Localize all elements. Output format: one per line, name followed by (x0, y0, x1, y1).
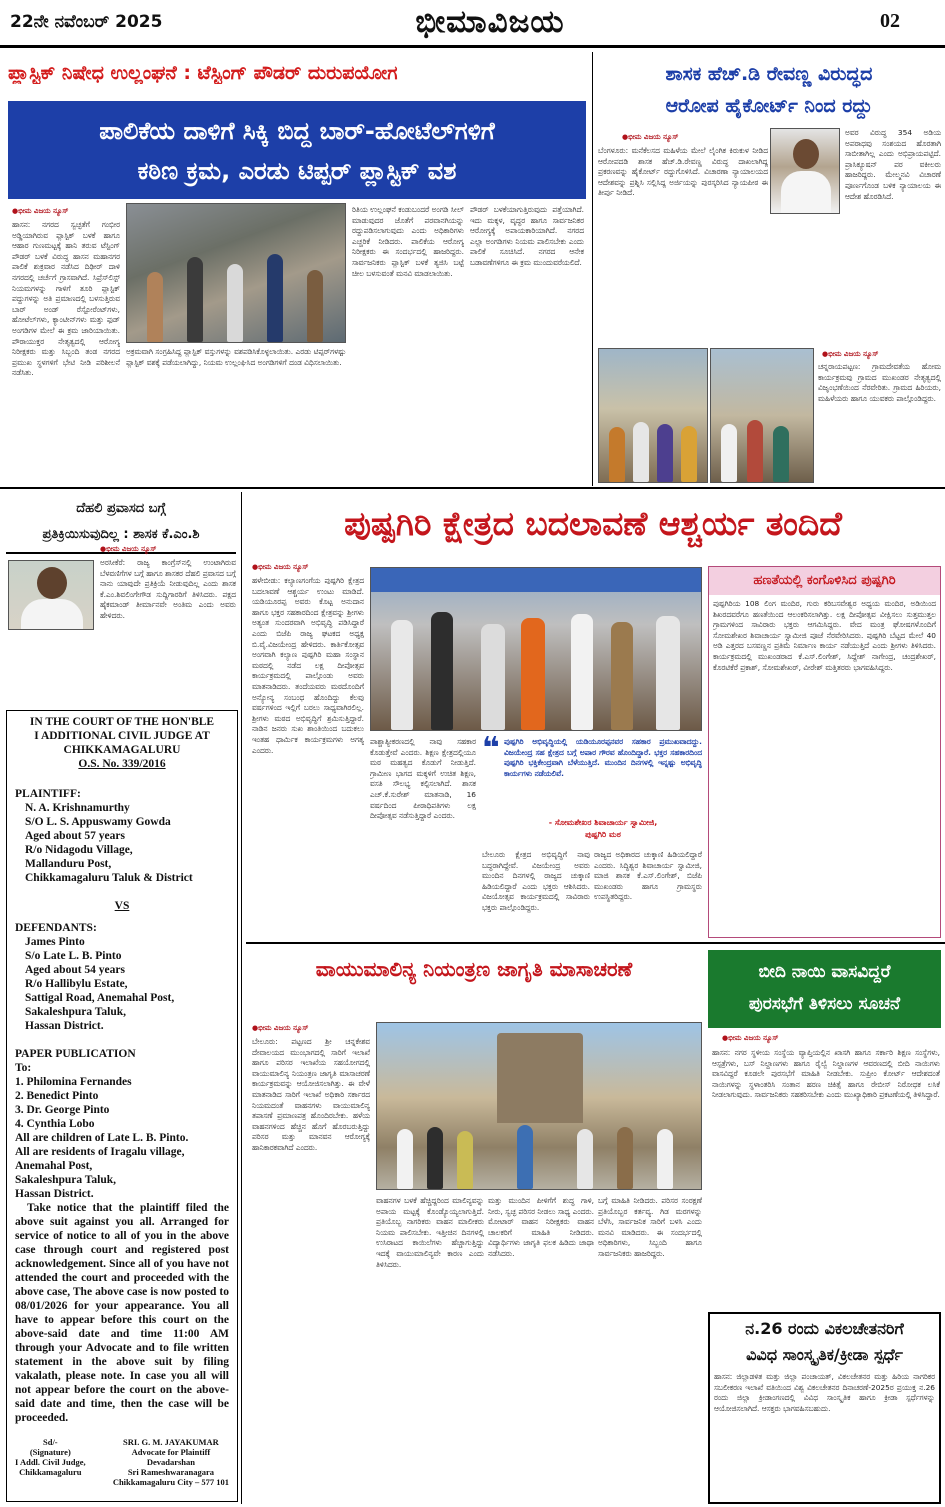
revanna-headline-line2: ಆರೋಪ ಹೈಕೋರ್ಟ್ ನಿಂದ ರದ್ದು (665, 95, 873, 117)
vayu-col3: ಮತ್ತು ಮುಂದಿನ ಪೀಳಿಗೆಗೆ ಶುದ್ಧ ಗಾಳಿ, ನೀರು, ಸ್ವಚ್ಛ ಪರಿಸರ ನೀಡಲು ಸಾಧ್ಯ ಎಂದರು. ಮೋಟಾರ್ ವಾಹನ ನಿರೀಕ್ಷಕರು ವಾಹನ ಚಾಲಕರಿಗೆ ಮಾಹಿತಿ ನೀಡಿದರು. ವಿದ್ಯಾರ್ಥಿಗಳು ಜಾಗೃತಿ ಫಲಕ ಹಿಡಿದು ಜಾಥಾ ನಡೆಸಿದರು. (488, 1196, 594, 1258)
case-number: O.S. No. 339/2016 (78, 758, 166, 770)
masthead-rule (0, 45, 945, 48)
village-right-photo (710, 348, 814, 483)
delhi-text: ಅರಸೀಕೆರೆ: ರಾಜ್ಯ ಕಾಂಗ್ರೆಸ್‌ನಲ್ಲಿ ಉಂಟಾಗಿರುವ ಬೆಳವಣಿಗೆಗಳ ಬಗ್ಗೆ ಹಾಗೂ ಶಾಸಕರ ದೆಹಲಿ ಪ್ರವಾಸದ ಬಗ್ಗೆ ನಾನು ಯಾವುದೇ ಪ್ರತಿಕ್ರಿಯೆ ನೀಡುವುದಿಲ್ಲ ಎಂದು ಶಾಸಕ ಕೆ.ಎಂ.ಶಿವಲಿಂಗೇಗೌಡ ಸುದ್ದಿಗಾರರಿಗೆ ತಿಳಿಸಿದರು. ಪಕ್ಷದ ಹೈಕಮಾಂಡ್ ತೀರ್ಮಾನವೇ ಅಂತಿಮ ಎಂದು ಅವರು ಹೇಳಿದರು. (100, 558, 236, 620)
defendants-block: James Pinto S/o Late L. B. Pinto Aged about 54 years R/o Hallibylu Estate, Sattigal Road, Anemahal Post, Sakaleshpura Taluk, Hassan District. (25, 936, 175, 1032)
vayu-headline: ವಾಯುಮಾಲಿನ್ಯ ನಿಯಂತ್ರಣ ಜಾಗೃತಿ ಮಾಸಾಚರಣೆ (315, 957, 633, 981)
plastic-kicker: ಪ್ಲಾಸ್ಟಿಕ್ ನಿಷೇಧ ಉಲ್ಲಂಘನೆ : ಟೆಸ್ಟಿಂಗ್ ಪೌಡರ್ ದುರುಪಯೋಗ (8, 62, 398, 84)
plaintiff-block: N. A. Krishnamurthy S/O L. S. Appuswamy Gowda Aged about 57 years R/o Nidagodu Village, Mallanduru Post, Chikkamagaluru Taluk & District (25, 802, 193, 884)
sports-headline-line1: ನ.26 ರಂದು ವಿಕಲಚೇತನರಿಗೆ (745, 1319, 904, 1338)
plastic-col1: ಹಾಸನ: ನಗರದ ಸ್ವಚ್ಛತೆಗೆ ಗಂಭೀರ ಅಡ್ಡಿಯಾಗಿರುವ ಪ್ಲಾಸ್ಟಿಕ್ ಬಳಕೆ ಹಾಗೂ ಆಹಾರ ಗುಣಮಟ್ಟಕ್ಕೆ ಹಾನಿ ತರುವ ಟೆಸ್ಟಿಂಗ್ ಪೌಡರ್ ಬಳಕೆ ವಿರುದ್ಧ ಹಾಸನ ಮಹಾನಗರ ಪಾಲಿಕೆ ಶುಕ್ರವಾರ ನಡೆಸಿದ ದಿಢೀರ್ ದಾಳಿ ನಗರದಲ್ಲಿ ಚರ್ಚೆಗೆ ಗ್ರಾಸವಾಗಿದೆ. ಸಿಪ್ರೆಸ್‌ಲಿಸ್ಟ್ ನಿಯಮಗಳನ್ನು ಗಾಳಿಗೆ ತೂರಿ ಪ್ಲಾಸ್ಟಿಕ್ ಪದ್ದುಗಳನ್ನು ಅತಿ ಪ್ರಮಾಣದಲ್ಲಿ ಬಳಸುತ್ತಿರುವ ಬಾರ್ ಅಂಡ್ ರೆಸ್ಟೋರೆಂಟ್‌ಗಳು, ಹೋಟೆಲ್‌ಗಳು, ಕ್ಯಾಂಟೀನ್‌ಗಳು ಮತ್ತು ಫುಡ್ ಅಂಗಡಿಗಳ ಮೇಲೆ ಈ ಕ್ರಮ ಜಾರಿಯಾಯಿತು. ಪೌರಾಯುಕ್ತರ ನೇತೃತ್ವದಲ್ಲಿ ಆರೋಗ್ಯ ನಿರೀಕ್ಷಕರು ಮತ್ತು ಸಿಬ್ಬಂದಿ ತಂಡ ನಗರದ ಪ್ರಮುಖ ಸ್ಥಳಗಳಿಗೆ ಭೇಟಿ ನೀಡಿ ಪರಿಶೀಲನೆ ನಡೆಸಿತು. (12, 220, 120, 378)
dog-headline-line2: ಪುರಸಭೆಗೆ ತಿಳಿಸಲು ಸೂಚನೆ (748, 994, 901, 1014)
dog-text: ಹಾಸನ: ನಗರ ಸ್ಥಳೀಯ ಸಂಸ್ಥೆಯ ವ್ಯಾಪ್ತಿಯಲ್ಲಿನ ಖಾಸಗಿ ಹಾಗೂ ಸರ್ಕಾರಿ ಶಿಕ್ಷಣ ಸಂಸ್ಥೆಗಳು, ಆಸ್ಪತ್ರೆಗಳು, ಬಸ್ ನಿಲ್ದಾಣಗಳು ಹಾಗೂ ರೈಲ್ವೆ ನಿಲ್ದಾಣಗಳ ಆವರಣದಲ್ಲಿ ಬೀದಿ ನಾಯಿಗಳು ವಾಸವಿದ್ದರೆ ಕೂಡಲೇ ಪುರಸಭೆಗೆ ಮಾಹಿತಿ ನೀಡಬೇಕು. ಸುಪ್ರೀಂ ಕೋರ್ಟ್ ಆದೇಶದಂತೆ ನಾಯಿಗಳನ್ನು ಸ್ಥಳಾಂತರಿಸಿ ಸಂತಾನ ಹರಣ ಚಿಕಿತ್ಸೆ ಹಾಗೂ ರೇಬೀಸ್ ನಿರೋಧಕ ಲಸಿಕೆ ನೀಡಲಾಗುವುದು. ಸಾರ್ವಜನಿಕರು ಸಹಕರಿಸಬೇಕು ಎಂದು ಮುಖ್ಯಾಧಿಕಾರಿ ಪ್ರಕಟಣೆಯಲ್ಲಿ ತಿಳಿಸಿದ್ದಾರೆ. (712, 1048, 940, 1100)
issue-date: 22ನೇ ನವೆಂಬರ್ 2025 (10, 12, 163, 32)
plaintiff-heading: PLAINTIFF: (15, 788, 81, 800)
plastic-headline-line2: ಕಠಿಣ ಕ್ರಮ, ಎರಡು ಟಿಪ್ಪರ್ ಪ್ಲಾಸ್ಟಿಕ್ ವಶ (137, 157, 457, 185)
vayu-byline: ● ಭೀಮ ವಿಜಯ ನ್ಯೂಸ್ (252, 1024, 308, 1033)
dog-byline: ● ಭೀಮ ವಿಜಯ ನ್ಯೂಸ್ (722, 1034, 778, 1043)
lower-rule (246, 942, 945, 944)
delhi-byline: ● ಭೀಮ ವಿಜಯ ನ್ಯೂಸ್ (100, 545, 156, 554)
plastic-col2: ಅಕ್ರಮವಾಗಿ ಸಂಗ್ರಹಿಸಿದ್ದ ಪ್ಲಾಸ್ಟಿಕ್ ವಸ್ತುಗಳನ್ನು ವಶಪಡಿಸಿಕೊಳ್ಳಲಾಯಿತು. ಎರಡು ಟಿಪ್ಪರ್‌ಗಳಷ್ಟು ಪ್ಲಾಸ್ಟಿಕ್ ವಶಕ್ಕೆ ಪಡೆಯಲಾಗಿದ್ದು, ನಿಯಮ ಉಲ್ಲಂಘಿಸಿದ ಅಂಗಡಿಗಳಿಗೆ ದಂಡ ವಿಧಿಸಲಾಯಿತು. (126, 347, 346, 367)
revanna-headline-line1: ಶಾಸಕ ಹೆಚ್.ಡಿ ರೇವಣ್ಣ ವಿರುದ್ಧದ (665, 63, 873, 85)
revanna-headline (598, 58, 940, 122)
defendants-heading: DEFENDANTS: (15, 922, 97, 934)
dog-headline-box (708, 950, 941, 1028)
judge-signature: Sd/- (Signature) I Addl. Civil Judge, Chikkamagaluru (15, 1437, 86, 1477)
plastic-headline-box (8, 101, 586, 199)
plastic-byline: ● ಭೀಮ ವಿಜಯ ನ್ಯೂಸ್ (12, 207, 68, 216)
court-notice-box (6, 710, 238, 1502)
sports-headline (710, 1316, 939, 1368)
dog-headline-line1: ಬೀದಿ ನಾಯಿ ವಾಸವಿದ್ದರೆ (758, 962, 891, 982)
sports-headline-line2: ವಿವಿಧ ಸಾಂಸ್ಕೃತಿಕ/ಕ್ರೀಡಾ ಸ್ಪರ್ಧೆ (746, 1345, 903, 1364)
pushpagiri-event-photo (370, 567, 702, 731)
revanna-portrait (770, 128, 840, 214)
recipients-block: 1. Philomina Fernandes 2. Benedict Pinto 3. Dr. George Pinto 4. Cynthia Lobo All are children of Late L. B. Pinto. All are residents of Iragalu village, Anemahal Post, Sakaleshpura Taluk, Hassan District. (15, 1076, 189, 1200)
revanna-byline: ● ಭೀಮ ವಿಜಯ ನ್ಯೂಸ್ (622, 133, 678, 142)
court-title: IN THE COURT OF THE HON'BLE I ADDITIONAL CIVIL JUDGE AT CHIKKAMAGALURU O.S. No. 339/2016 (15, 715, 229, 771)
village-byline: ● ಭೀಮ ವಿಜಯ ನ್ಯೂಸ್ (822, 350, 878, 359)
revanna-col2: ಅವರ ವಿರುದ್ಧ 354 ಅಡಿಯ ಅಪರಾಧವು ಸಂಶಯದ ಹೊರತಾಗಿ ಸಾಬೀತಾಗಿಲ್ಲ ಎಂದು ಅಭಿಪ್ರಾಯಪಟ್ಟಿದೆ. ಪ್ರಾಸಿಕ್ಯೂಷನ್ ಪರ ವಕೀಲರು ಹಾಜರಿದ್ದರು. ಮೇಲ್ಮನವಿ ವಿಚಾರಣೆ ಪೂರ್ಣಗೊಂಡ ಬಳಿಕ ನ್ಯಾಯಾಲಯ ಈ ಆದೇಶ ಹೊರಡಿಸಿದೆ. (845, 128, 941, 201)
sports-text: ಹಾಸನ: ಜಿಲ್ಲಾಡಳಿತ ಮತ್ತು ಜಿಲ್ಲಾ ಪಂಚಾಯತ್, ವಿಕಲಚೇತನರ ಮತ್ತು ಹಿರಿಯ ನಾಗರಿಕರ ಸಬಲೀಕರಣ ಇಲಾಖೆ ವತಿಯಿಂದ ವಿಶ್ವ ವಿಕಲಚೇತನರ ದಿನಾಚರಣೆ-2025ರ ಪ್ರಯುಕ್ತ ನ.26 ರಂದು ಜಿಲ್ಲಾ ಕ್ರೀಡಾಂಗಣದಲ್ಲಿ ವಿವಿಧ ಸಾಂಸ್ಕೃತಿಕ ಹಾಗೂ ಕ್ರೀಡಾ ಸ್ಪರ್ಧೆಗಳನ್ನು ಆಯೋಜಿಸಲಾಗಿದೆ. ಆಸಕ್ತರು ಭಾಗವಹಿಸಬಹುದು. (714, 1372, 935, 1413)
delhi-headline-line2: ಪ್ರತಿಕ್ರಿಯಿಸುವುದಿಲ್ಲ : ಶಾಸಕ ಕೆ.ಎಂ.ಶಿ (42, 527, 200, 542)
pushpagiri-col3: ಬೇಲೂರು ಕ್ಷೇತ್ರದ ಅಭಿವೃದ್ಧಿಗೆ ನಾವು ಬದ್ಧರಾಗಿದ್ದೇವೆ. ವಿಜಯೇಂದ್ರ ಅವರು ಮುಂದಿನ ದಿನಗಳಲ್ಲಿ ರಾಜ್ಯದ ಚುಕ್ಕಾಣಿ ಹಿಡಿಯಲಿದ್ದಾರೆ ಎಂದು ಭಕ್ತರು ಆಶಿಸಿದರು. ವಿಜಯೋತ್ಸವ ಕಾರ್ಯಕ್ರಮದಲ್ಲಿ ಸಾವಿರಾರು ಭಕ್ತರು ಪಾಲ್ಗೊಂಡಿದ್ದರು. (482, 850, 590, 912)
village-text: ಚನ್ನರಾಯಪಟ್ಟಣ: ಗ್ರಾಮದೇವತೆಯ ಹೋಮ ಕಾರ್ಯಕ್ರಮವು ಗ್ರಾಮದ ಮುಖಂಡರ ನೇತೃತ್ವದಲ್ಲಿ ವಿಜೃಂಭಣೆಯಿಂದ ನೆರವೇರಿತು. ಗ್ರಾಮದ ಹಿರಿಯರು, ಮಹಿಳೆಯರು ಹಾಗೂ ಯುವಕರು ಪಾಲ್ಗೊಂಡಿದ್ದರು. (818, 362, 941, 403)
vayu-col1: ಬೇಲೂರು: ಪಟ್ಟಣದ ಶ್ರೀ ಚನ್ನಕೇಶವ ದೇವಾಲಯದ ಮುಂಭಾಗದಲ್ಲಿ ಸಾರಿಗೆ ಇಲಾಖೆ ಹಾಗೂ ಪರಿಸರ ಇಲಾಖೆಯ ಸಹಯೋಗದಲ್ಲಿ ವಾಯುಮಾಲಿನ್ಯ ನಿಯಂತ್ರಣ ಜಾಗೃತಿ ಮಾಸಾಚರಣೆ ಕಾರ್ಯಕ್ರಮವನ್ನು ಆಯೋಜಿಸಲಾಗಿತ್ತು. ಈ ವೇಳೆ ಮಾತನಾಡಿದ ಸಾರಿಗೆ ಇಲಾಖೆ ಅಧಿಕಾರಿ ಸರ್ಕಾರದ ನಿಯಮದಂತೆ ವಾಹನಗಳು ವಾಯುಮಾಲಿನ್ಯ ತಪಾಸಣೆ ಪ್ರಮಾಣಪತ್ರ ಹೊಂದಿರಬೇಕು. ಹಳೆಯ ವಾಹನಗಳಿಂದ ಹೆಚ್ಚಿನ ಹೊಗೆ ಹೊರಬರುತ್ತಿದ್ದು ಪರಿಸರ ಮತ್ತು ಮಾನವನ ಆರೋಗ್ಯಕ್ಕೆ ಹಾನಿಕಾರಕವಾಗಿದೆ ಎಂದರು. (252, 1037, 370, 1152)
delhi-headline-line1: ದೆಹಲಿ ಪ್ರವಾಸದ ಬಗ್ಗೆ (76, 501, 166, 516)
top-column-rule (592, 52, 593, 486)
vs-label: VS (114, 900, 130, 912)
vayu-col4: ಬಗ್ಗೆ ಮಾಹಿತಿ ನೀಡಿದರು. ಪರಿಸರ ಸಂರಕ್ಷಣೆ ಪ್ರತಿಯೊಬ್ಬರ ಕರ್ತವ್ಯ. ಗಿಡ ಮರಗಳನ್ನು ಬೆಳೆಸಿ, ಸಾರ್ವಜನಿಕ ಸಾರಿಗೆ ಬಳಸಿ ಎಂದು ಮನವಿ ಮಾಡಿದರು. ಈ ಸಂದರ್ಭದಲ್ಲಿ ಅಧಿಕಾರಿಗಳು, ಸಿಬ್ಬಂದಿ ಹಾಗೂ ಸಾರ್ವಜನಿಕರು ಹಾಜರಿದ್ದರು. (598, 1196, 702, 1258)
pushpagiri-col4: ರಾಜ್ಯದ ಅಧಿಕಾರದ ಚುಕ್ಕಾಣಿ ಹಿಡಿಯಲಿದ್ದಾರೆ ಎಂದರು. ಸಿದ್ಧಿಶ್ವರ ಶಿವಾಚಾರ್ಯ ಸ್ವಾಮೀಜಿ, ಮಾಜಿ ಶಾಸಕ ಕೆ.ಎಸ್.ಲಿಂಗೇಶ್, ಬಿಜೆಪಿ ಮುಖಂಡರು ಹಾಗೂ ಗ್ರಾಮಸ್ಥರು ಉಪಸ್ಥಿತರಿದ್ದರು. (594, 850, 702, 902)
page-number: 02 (880, 10, 900, 32)
plastic-col4: ಪೌಡರ್ ಬಳಕೆಯಾಗುತ್ತಿರುವುದು ಪತ್ತೆಯಾಗಿದೆ. ಇದು ಮಕ್ಕಳ, ವೃದ್ಧರ ಹಾಗೂ ಸಾರ್ವಜನಿಕರ ಆರೋಗ್ಯಕ್ಕೆ ಅಪಾಯಕಾರಿಯಾಗಿದೆ. ನಗರದ ಎಲ್ಲಾ ಅಂಗಡಿಗಳು ನಿಯಮ ಪಾಲಿಸಬೇಕು ಎಂದು ಪಾಲಿಕೆ ಸೂಚಿಸಿದೆ. ನಗರದ ಆನೇಕ ಬಡಾವಣೆಗಳಿಗೂ ಈ ಕ್ರಮ ಮುಂದುವರೆಯಲಿದೆ. (470, 205, 584, 267)
plastic-headline-line1: ಪಾಲಿಕೆಯ ದಾಳಿಗೆ ಸಿಕ್ಕಿ ಬಿದ್ದ ಬಾರ್-ಹೋಟೆಲ್‌ಗಳಿಗೆ (99, 117, 495, 145)
vayu-temple-photo (376, 1022, 702, 1190)
plastic-raid-photo (126, 203, 346, 343)
left-column-rule (241, 492, 242, 1504)
to-label: To: (15, 1062, 32, 1074)
revanna-col1: ಬೆಂಗಳೂರು: ಮನೆಕೆಲಸದ ಮಹಿಳೆಯ ಮೇಲೆ ಲೈಂಗಿಕ ಕಿರುಕುಳ ನೀಡಿದ ಆರೋಪದಡಿ ಶಾಸಕ ಹೆಚ್.ಡಿ.ರೇವಣ್ಣ ವಿರುದ್ಧ ದಾಖಲಾಗಿದ್ದ ಪ್ರಕರಣವನ್ನು ಹೈಕೋರ್ಟ್ ರದ್ದುಗೊಳಿಸಿದೆ. ವಿಚಾರಣಾ ನ್ಯಾಯಾಲಯದ ಆದೇಶವನ್ನು ಪ್ರಶ್ನಿಸಿ ಸಲ್ಲಿಸಿದ್ದ ಅರ್ಜಿಯನ್ನು ಪುರಸ್ಕರಿಸಿದ ನ್ಯಾಯಪೀಠ ಈ ತೀರ್ಪು ನೀಡಿದೆ. (598, 146, 768, 198)
quote-mark-icon: ❝ (482, 731, 500, 766)
notice-body: Take notice that the plaintiff filed the above suit against you all. Arranged for service of notice to all of you in the above case through court and registered post acknowledgement. Since all of you have not attended the court and proceeded with the above case, The above case is now posted to 08/01/2026 for your appearance. You all have to appear before this court on the above-said date and time 11:00 AM through your Advocate and to file written statement in the above suit by filing vakalath, please note. In case you all will not appear before the court on the above-said date and time, then the case will be proceeded. (15, 1202, 229, 1424)
publication-heading: PAPER PUBLICATION (15, 1048, 136, 1060)
hanatheya-headline: ಹಣತೆಯಲ್ಲಿ ಕಂಗೊಳಿಸಿದ ಪುಷ್ಪಗಿರಿ (709, 567, 940, 595)
pushpagiri-quote-text: ಪುಷ್ಪಗಿರಿ ಅಭಿವೃದ್ಧಿಯಲ್ಲಿ ಯಡಿಯೂರಪ್ಪನವರ ಸಹಕಾರ ಪ್ರಮುಖವಾದದ್ದು. ವಿಜಯೇಂದ್ರ ಸಹ ಕ್ಷೇತ್ರದ ಬಗ್ಗೆ ಅಪಾರ ಗೌರವ ಹೊಂದಿದ್ದಾರೆ. ಭಕ್ತರ ಸಹಕಾರದಿಂದ ಪುಷ್ಪಗಿರಿ ಭಕ್ತಿಕೇಂದ್ರವಾಗಿ ಬೆಳೆಯುತ್ತಿದೆ. ಮುಂದಿನ ದಿನಗಳಲ್ಲಿ ಇನ್ನಷ್ಟು ಅಭಿವೃದ್ಧಿ ಕಾರ್ಯಗಳು ನಡೆಯಲಿವೆ. (504, 737, 702, 778)
paper-name: ಭೀಮಾವಿಜಯ (415, 3, 565, 40)
pushpagiri-byline: ● ಭೀಮ ವಿಜಯ ನ್ಯೂಸ್ (252, 563, 308, 572)
hanatheya-text: ಪುಷ್ಪಗಿರಿಯ 108 ಲಿಂಗ ಮಂದಿರ, ಗುರು ಕರಿಬಸವೇಶ್ವರ ಅಧ್ಯಯ ಮಂದಿರ, ಅಡಿಯಿಂದ ಶಿಖರದವರೆಗೂ ಹಣತೆಯಿಂದ ಆಲಂಕರಿಸಲಾಗಿತ್ತು. ಲಕ್ಷ ದೀಪೋತ್ಸವ ವೀಕ್ಷಿಸಲು ಸುತ್ತಮುತ್ತಲ ಗ್ರಾಮಗಳಿಂದ ಸಾವಿರಾರು ಭಕ್ತರು ಆಗಮಿಸಿದ್ದರು. ವೇದ ಮಂತ್ರ ಘೋಷಗಳೊಂದಿಗೆ ಸೋಮಶೇಖರ ಶಿವಾಚಾರ್ಯ ಸ್ವಾಮೀಜಿ ಪೂಜೆ ನೆರವೇರಿಸಿದರು. ಪುಷ್ಪಗಿರಿ ಬೆಟ್ಟದ ಮೇಲೆ 40 ಅಡಿ ಎತ್ತರದ ಬಸವಣ್ಣನ ಪ್ರತಿಮೆ ನಿರ್ಮಾಣ ಕಾರ್ಯ ನಡೆಯುತ್ತಿದೆ ಎಂದು ಶ್ರೀಗಳು ತಿಳಿಸಿದರು. ಕಾರ್ಯಕ್ರಮದಲ್ಲಿ ಮುಖಂಡರಾದ ಕೆ.ಎಸ್.ಲಿಂಗೇಶ್, ಸಿದ್ದೇಶ್ ನಾಗೇಂದ್ರ, ಚಂದ್ರಶೇಖರ್, ಕೊರಟಿಕೆರೆ ಪ್ರಕಾಶ್, ಸೋಮಶೇಖರ್, ವೀರೇಶ್ ಮತ್ತಿತರರು ಭಾಗವಹಿಸಿದ್ದರು. (713, 599, 936, 672)
pushpagiri-quote-box (482, 731, 702, 845)
village-left-photo (598, 348, 708, 483)
hanatheya-box (708, 566, 941, 938)
sports-box (708, 1312, 941, 1504)
advocate-signature: SRI. G. M. JAYAKUMAR Advocate for Plaintiff Devadarshan Sri Rameshwaranagara Chikkamagaluru City – 577 101 (112, 1437, 229, 1487)
pushpagiri-col1: ಹಳೇಬೀಡು: ಕಲ್ಯಾಣಗಂಗೆಯ ಪುಷ್ಪಗಿರಿ ಕ್ಷೇತ್ರದ ಬದಲಾವಣೆ ಆಶ್ಚರ್ಯ ಉಂಟು ಮಾಡಿದೆ. ಯಡಿಯೂರಪ್ಪ ಅವರು ಕೊಟ್ಟ ಅನುದಾನ ಹಾಗೂ ಭಕ್ತರ ಸಹಕಾರದಿಂದ ಕ್ಷೇತ್ರವನ್ನು ಶ್ರೀಗಳು ಅತ್ಯಂತ ಸುಂದರವಾಗಿ ಅಭಿವೃದ್ಧಿ ಪಡಿಸಿದ್ದಾರೆ ಎಂದು ಬಿಜೆಪಿ ರಾಜ್ಯ ಘಟಕದ ಅಧ್ಯಕ್ಷ ಬಿ.ವೈ.ವಿಜಯೇಂದ್ರ ಹೇಳಿದರು. ಕಾರ್ತಿಕೋತ್ಸವ ಅಂಗವಾಗಿ ಕಲ್ಯಾಣ ಪುಷ್ಪಗಿರಿ ಮಹಾ ಸಂಸ್ಥಾನ ಮಠದಲ್ಲಿ ನಡೆದ ಲಕ್ಷ ದೀಪೋತ್ಸವ ಕಾರ್ಯಕ್ರಮದಲ್ಲಿ ಪಾಲ್ಗೊಂಡು ಅವರು ಮಾತನಾಡಿದರು. ತಂದೆಯವರು ಮಠದೊಂದಿಗೆ ಅನ್ಯೋನ್ಯ ಸಂಬಂಧ ಹೊಂದಿದ್ದು ಕೆಲವು ವರ್ಷಗಳಿಂದ ಇಲ್ಲಿಗೆ ಬರಲು ಸಾಧ್ಯವಾಗಿರಲಿಲ್ಲ. ಶ್ರೀಗಳು ಮಠದ ಅಭಿವೃದ್ಧಿಗೆ ಶ್ರಮಿಸುತ್ತಿದ್ದಾರೆ. ನಾಡಿನ ಜನರು ಸುಖ ಶಾಂತಿಯಿಂದ ಬದುಕಲು ಇಂತಹ ಧಾರ್ಮಿಕ ಕಾರ್ಯಕ್ರಮಗಳು ಅಗತ್ಯ ಎಂದರು. (252, 576, 364, 755)
masthead (0, 0, 945, 44)
pushpagiri-headline: ಪುಷ್ಪಗಿರಿ ಕ್ಷೇತ್ರದ ಬದಲಾವಣೆ ಆಶ್ಚರ್ಯ ತಂದಿದೆ (344, 504, 842, 543)
pushpagiri-col2: ಪಾಶ್ಚಾತ್ಯೀಕರಣದಲ್ಲಿ ನಾವು ಸಹಕಾರ ಕೊಡುತ್ತೇವೆ ಎಂದರು. ಶಿಕ್ಷಣ ಕ್ಷೇತ್ರದಲ್ಲಿಯೂ ಮಠ ಮಹತ್ವದ ಕೊಡುಗೆ ನೀಡುತ್ತಿದೆ. ಗ್ರಾಮೀಣ ಭಾಗದ ಮಕ್ಕಳಿಗೆ ಉಚಿತ ಶಿಕ್ಷಣ, ವಸತಿ ಸೌಲಭ್ಯ ಕಲ್ಪಿಸಲಾಗಿದೆ. ಶಾಸಕ ಎಚ್.ಕೆ.ಸುರೇಶ್ ಮಾತನಾಡಿ, 16 ವರ್ಷದಿಂದ ಪೀಠಾಧಿಪತಿಗಳು ಲಕ್ಷ ದೀಪೋತ್ಸವ ನಡೆಸುತ್ತಿದ್ದಾರೆ ಎಂದರು. (370, 737, 476, 821)
plastic-col3: ರಿತಿಯ ಉಲ್ಲಂಘನೆ ಕಂಡುಬಂದರೆ ಅಂಗಡಿ ಸೀಲ್ ಮಾಡುವುದರ ಜೊತೆಗೆ ಪರವಾನಗಿಯನ್ನು ರದ್ದುಪಡಿಸಲಾಗುವುದು ಎಂದು ಅಧಿಕಾರಿಗಳು ಎಚ್ಚರಿಕೆ ನೀಡಿದರು. ಪಾಲಿಕೆಯ ಆರೋಗ್ಯ ನಿರೀಕ್ಷಕರು ಈ ಸಂದರ್ಭದಲ್ಲಿ ಹಾಜರಿದ್ದರು. ಸಾರ್ವಜನಿಕರು ಪ್ಲಾಸ್ಟಿಕ್ ಬಳಕೆ ತ್ಯಜಿಸಿ ಬಟ್ಟೆ ಚೀಲ ಬಳಸುವಂತೆ ಮನವಿ ಮಾಡಲಾಯಿತು. (352, 205, 464, 278)
paper-logo (360, 2, 620, 42)
signature-block (15, 1437, 229, 1487)
pushpagiri-quote-author: - ಸೋಮಶೇಖರ ಶಿವಾಚಾರ್ಯ ಸ್ವಾಮೀಜಿ, ಪುಷ್ಪಗಿರಿ ಮಠ (548, 818, 658, 839)
delhi-portrait (8, 560, 94, 630)
mid-rule (0, 487, 945, 489)
vayu-col2: ವಾಹನಗಳ ಬಳಕೆ ಹೆಚ್ಚಿದ್ದರಿಂದ ಮಾಲಿನ್ಯವನ್ನು ಅಪಾಯ ಮಟ್ಟಕ್ಕೆ ಕೊಂಡ್ಯೊಯ್ಯಲಾಗುತ್ತಿದೆ. ಪ್ರತಿಯೊಬ್ಬ ನಾಗರಿಕರು ವಾಹನ ಮಾಲೀಕರು ನಿಯಮ ಪಾಲಿಸಬೇಕು. ಇತ್ತೀಚಿನ ದಿನಗಳಲ್ಲಿ ಉಸಿರಾಟದ ಕಾಯಿಲೆಗಳು ಹೆಚ್ಚಾಗುತ್ತಿದ್ದು ಇದಕ್ಕೆ ವಾಯುಮಾಲಿನ್ಯವೇ ಕಾರಣ ಎಂದು ತಿಳಿಸಿದರು. (376, 1196, 484, 1269)
